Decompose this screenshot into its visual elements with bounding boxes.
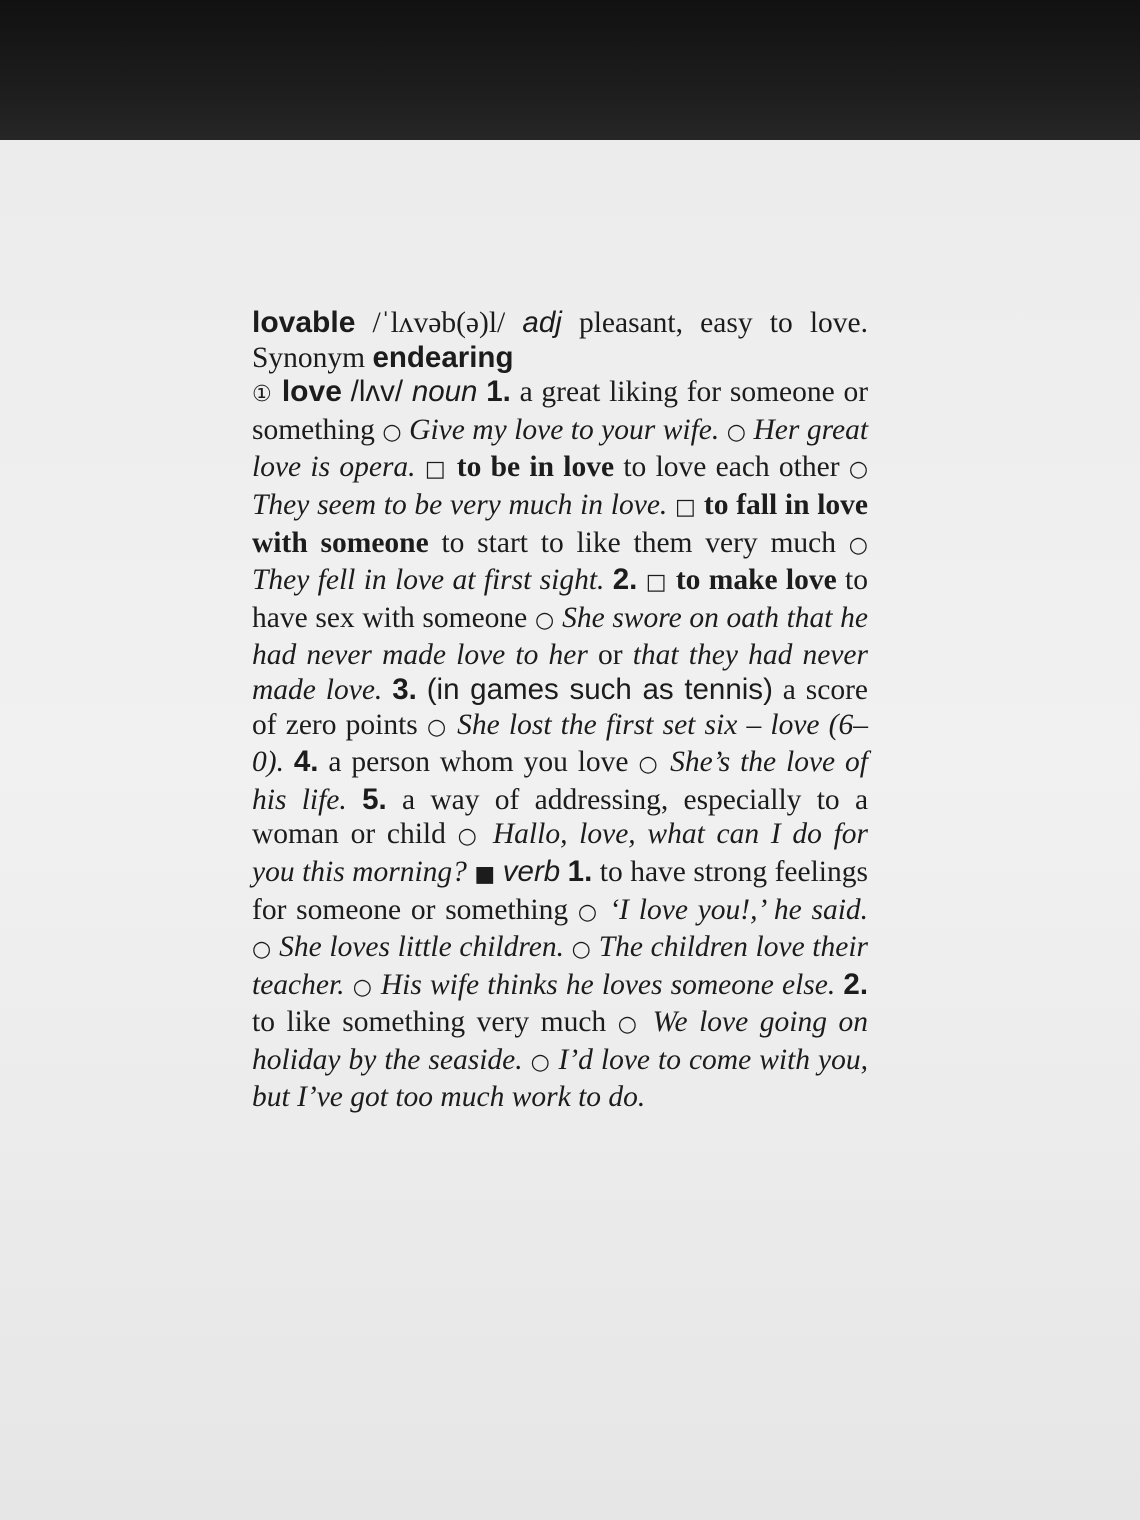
example-marker: ○	[726, 419, 747, 445]
headword-love: love	[281, 375, 342, 409]
conjunction-or: or	[598, 639, 623, 672]
example-marker: ○	[382, 419, 402, 445]
sense-number: 1.	[486, 375, 511, 409]
phrase: to be in love	[456, 451, 615, 484]
example-marker: ○	[638, 752, 661, 778]
example-marker: ○	[457, 824, 482, 850]
pronunciation-love: /lʌv/	[350, 375, 404, 409]
definition: to have sex with someone	[252, 564, 868, 634]
context-text: in games such as tennis	[436, 672, 764, 706]
sense-number: 5.	[362, 782, 387, 816]
example: She lost the first set six – love (6–0).	[252, 708, 869, 779]
definition: to love each other	[623, 451, 840, 484]
phrase-marker: □	[675, 494, 697, 520]
example: They fell in love at first sight.	[252, 564, 605, 597]
example-marker: ○	[252, 937, 272, 963]
definition: a great liking for someone or something	[252, 376, 869, 446]
sense-number: 2.	[843, 967, 869, 1001]
example-marker: ○	[534, 607, 555, 633]
pos-verb: verb	[502, 854, 561, 888]
sense-number: 1.	[567, 854, 593, 888]
example-marker: ○	[352, 974, 373, 1000]
dictionary-text	[252, 306, 868, 1115]
definition: to have strong feelings for someone or something	[252, 855, 868, 926]
example: Her great love is opera.	[252, 413, 869, 484]
entry-love	[252, 375, 868, 1115]
example: We love going on holiday by the seaside.	[252, 1006, 868, 1076]
sense-number: 3.	[392, 672, 417, 706]
headword-lovable: lovable	[252, 306, 356, 339]
synonym-endearing: endearing	[372, 340, 514, 374]
definition: a person whom you love	[328, 746, 629, 779]
context-label: (in games such as tennis)	[426, 672, 773, 706]
example-marker: ○	[617, 1012, 642, 1038]
pos-adj: adj	[522, 306, 562, 339]
entry-lovable	[252, 306, 868, 375]
entry-number-marker: ①	[252, 382, 274, 408]
pos-noun: noun	[411, 375, 478, 409]
definition-lovable: pleasant, easy to love. Synonym	[252, 307, 869, 374]
phrase-marker: □	[645, 570, 668, 596]
example: that they had never made love.	[252, 639, 868, 706]
example-marker: ○	[848, 457, 869, 483]
example-marker: ○	[426, 714, 448, 740]
sense-number: 2.	[612, 563, 638, 597]
definition: a score of zero points	[252, 673, 869, 741]
example-marker: ○	[530, 1049, 551, 1075]
definition: to start to like them very much	[441, 526, 837, 559]
example-marker: ○	[848, 532, 868, 558]
example-marker: ○	[571, 937, 592, 963]
pronunciation-lovable: /ˈlʌvəb(ə)l/	[372, 307, 506, 339]
example-marker: ○	[577, 899, 600, 925]
example: The children love their teacher.	[252, 931, 869, 1001]
example: She swore on oath that he had never made love to her	[252, 601, 868, 672]
example: His wife thinks he loves someone else.	[380, 968, 836, 1001]
phrase-marker: □	[424, 457, 448, 483]
sense-number: 4.	[293, 745, 319, 779]
example: Hallo, love, what can I do for you this morning?	[252, 818, 869, 888]
example: They seem to be very much in love.	[252, 488, 668, 521]
example: I’d love to come with you, but I’ve got too much work to do.	[252, 1043, 869, 1114]
example: ‘I love you!,’ he said.	[609, 893, 869, 926]
phrase: to make love	[675, 564, 837, 597]
definition: a way of addressing, especially to a woman or child	[252, 783, 869, 851]
example: She’s the love of his life.	[252, 746, 869, 816]
example: She loves little children.	[279, 931, 564, 964]
pos-marker: ■	[474, 861, 496, 887]
example: Give my love to your wife.	[409, 413, 720, 446]
phrase: to fall in love with someone	[252, 488, 869, 559]
table-surface	[0, 0, 1140, 160]
definition: to like something very much	[252, 1006, 607, 1039]
